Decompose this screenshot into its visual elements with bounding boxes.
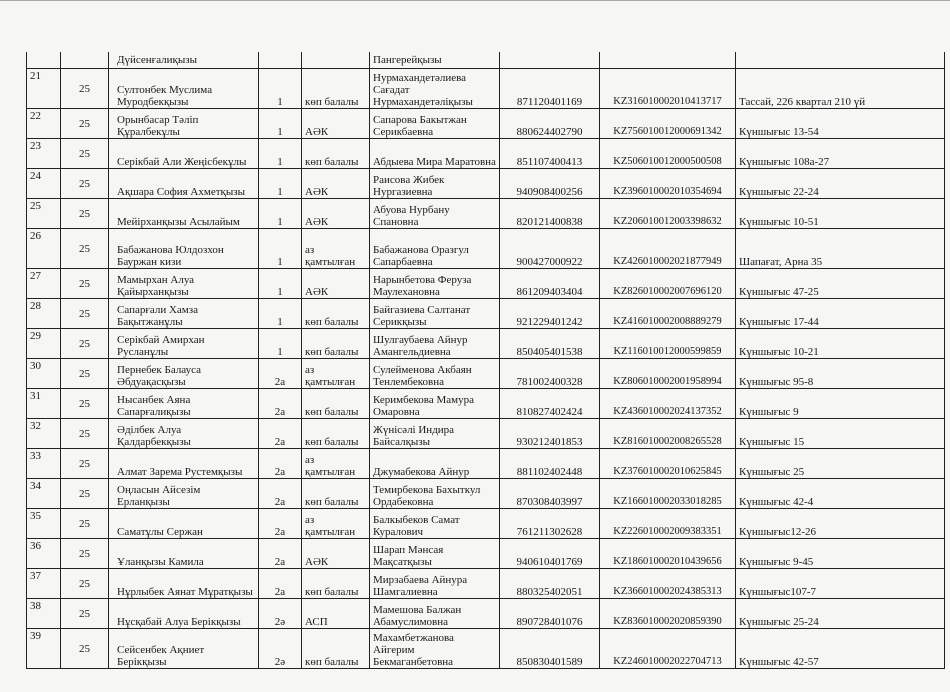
student-name: Алмат Зарема Рустемқызы (109, 449, 259, 479)
table-row (27, 419, 945, 449)
row-number: 31 (27, 389, 61, 419)
row-number: 22 (27, 109, 61, 139)
category: АӘК (302, 539, 370, 569)
student-name: Султонбек Муслима Муродбекқызы (109, 69, 259, 109)
iin-number: 930212401853 (500, 419, 600, 449)
row-number: 30 (27, 359, 61, 389)
student-name: Мейірханқызы Асылайым (109, 199, 259, 229)
table-row (27, 199, 945, 229)
table-row (27, 52, 945, 69)
category: аз қамтылған (302, 449, 370, 479)
account-number: KZ226010002009383351 (600, 509, 736, 539)
student-name: Дүйсенғалиқызы (109, 52, 259, 69)
iin-number: 850830401589 (500, 629, 600, 669)
student-name: Сапарғали Хамза Бақытжанұлы (109, 299, 259, 329)
beneficiary-table (26, 52, 945, 669)
account-number: KZ396010002010354694 (600, 169, 736, 199)
class-label: 1 (259, 329, 302, 359)
parent-name: Темирбекова Бахыткул Ордабековна (370, 479, 500, 509)
address: Күншығыс 17-44 (736, 299, 945, 329)
table-row (27, 389, 945, 419)
table-row (27, 539, 945, 569)
address: Күншығыс 25-24 (736, 599, 945, 629)
parent-name: Керимбекова Мамура Омаровна (370, 389, 500, 419)
parent-name: Нарынбетова Феруза Маулехановна (370, 269, 500, 299)
account-number: KZ366010002024385313 (600, 569, 736, 599)
school-number: 25 (61, 199, 109, 229)
address: Күншығыс 108а-27 (736, 139, 945, 169)
table-row (27, 329, 945, 359)
table-row (27, 509, 945, 539)
address: Шапағат, Арна 35 (736, 229, 945, 269)
row-number: 28 (27, 299, 61, 329)
school-number: 25 (61, 69, 109, 109)
student-name: Пернебек Балауса Әбдуақасқызы (109, 359, 259, 389)
student-name: Орынбасар Тәліп Құралбекұлы (109, 109, 259, 139)
school-number: 25 (61, 229, 109, 269)
parent-name: Раисова Жибек Нургазиевна (370, 169, 500, 199)
category: көп балалы (302, 569, 370, 599)
category: көп балалы (302, 139, 370, 169)
class-label: 2а (259, 419, 302, 449)
category: көп балалы (302, 389, 370, 419)
school-number: 25 (61, 449, 109, 479)
iin-number: 940908400256 (500, 169, 600, 199)
school-number: 25 (61, 569, 109, 599)
school-number: 25 (61, 629, 109, 669)
parent-name: Абдыева Мира Маратовна (370, 139, 500, 169)
parent-name: Джумабекова Айнур (370, 449, 500, 479)
table-row (27, 229, 945, 269)
iin-number: 921229401242 (500, 299, 600, 329)
student-name: Ұланқызы Камила (109, 539, 259, 569)
parent-name: Жүнісәлі Индира Байсалқызы (370, 419, 500, 449)
category: АӘК (302, 199, 370, 229)
account-number: KZ426010002021877949 (600, 229, 736, 269)
school-number: 25 (61, 599, 109, 629)
class-label: 2а (259, 359, 302, 389)
class-label: 1 (259, 269, 302, 299)
school-number: 25 (61, 299, 109, 329)
row-number: 37 (27, 569, 61, 599)
address: Күншығыс 47-25 (736, 269, 945, 299)
table-row (27, 599, 945, 629)
address: Күншығыс 95-8 (736, 359, 945, 389)
student-name: Нысанбек Аяна Сапарғалиқызы (109, 389, 259, 419)
class-label: 1 (259, 109, 302, 139)
iin-number: 850405401538 (500, 329, 600, 359)
student-name: Оңласын Айсезім Ерланқызы (109, 479, 259, 509)
class-label: 2а (259, 479, 302, 509)
class-label: 2а (259, 539, 302, 569)
address: Күншығыс 42-4 (736, 479, 945, 509)
row-number: 34 (27, 479, 61, 509)
category: көп балалы (302, 419, 370, 449)
class-label: 1 (259, 69, 302, 109)
student-name: Ақшара София Ахметқызы (109, 169, 259, 199)
school-number: 25 (61, 389, 109, 419)
account-number: KZ506010012000500508 (600, 139, 736, 169)
school-number: 25 (61, 109, 109, 139)
student-name: Әділбек Алуа Қалдарбекқызы (109, 419, 259, 449)
school-number: 25 (61, 329, 109, 359)
account-number: KZ116010012000599859 (600, 329, 736, 359)
row-number: 38 (27, 599, 61, 629)
iin-number: 890728401076 (500, 599, 600, 629)
category: көп балалы (302, 69, 370, 109)
row-number: 39 (27, 629, 61, 669)
table-row (27, 139, 945, 169)
iin-number: 940610401769 (500, 539, 600, 569)
address: Күншығыс 22-24 (736, 169, 945, 199)
table-row (27, 629, 945, 669)
row-number: 32 (27, 419, 61, 449)
iin-number: 871120401169 (500, 69, 600, 109)
parent-name: Сапарова Бакытжан Серикбаевна (370, 109, 500, 139)
class-label: 1 (259, 299, 302, 329)
parent-name: Шулгаубаева Айнур Амангельдиевна (370, 329, 500, 359)
category: АӘК (302, 109, 370, 139)
category: көп балалы (302, 629, 370, 669)
category: көп балалы (302, 479, 370, 509)
table-row (27, 269, 945, 299)
account-number: KZ316010002010413717 (600, 69, 736, 109)
iin-number: 781002400328 (500, 359, 600, 389)
category: аз қамтылған (302, 509, 370, 539)
address: Күншығыс 25 (736, 449, 945, 479)
school-number: 25 (61, 479, 109, 509)
iin-number: 880325402051 (500, 569, 600, 599)
class-label: 1 (259, 139, 302, 169)
parent-name: Балкыбеков Самат Куралович (370, 509, 500, 539)
student-name: Мамырхан Алуа Қайырханқызы (109, 269, 259, 299)
class-label: 2ә (259, 629, 302, 669)
address: Күншығыс12-26 (736, 509, 945, 539)
category: АСП (302, 599, 370, 629)
account-number: KZ806010002001958994 (600, 359, 736, 389)
school-number: 25 (61, 509, 109, 539)
student-name: Нұсқабай Алуа Берікқызы (109, 599, 259, 629)
address: Тассай, 226 квартал 210 үй (736, 69, 945, 109)
parent-name: Байгазиева Салтанат Серикқызы (370, 299, 500, 329)
table-row (27, 449, 945, 479)
parent-name: Абуова Нурбану Спановна (370, 199, 500, 229)
school-number: 25 (61, 269, 109, 299)
row-number: 25 (27, 199, 61, 229)
row-number: 24 (27, 169, 61, 199)
row-number: 36 (27, 539, 61, 569)
category: АӘК (302, 169, 370, 199)
scan-edge (0, 0, 950, 1)
address: Күншығыс107-7 (736, 569, 945, 599)
account-number: KZ186010002010439656 (600, 539, 736, 569)
category: көп балалы (302, 329, 370, 359)
account-number: KZ826010002007696120 (600, 269, 736, 299)
iin-number: 870308403997 (500, 479, 600, 509)
account-number: KZ836010002020859390 (600, 599, 736, 629)
school-number: 25 (61, 139, 109, 169)
parent-name: Мирзабаева Айнура Шамгалиевна (370, 569, 500, 599)
class-label: 1 (259, 169, 302, 199)
table-row (27, 109, 945, 139)
school-number: 25 (61, 169, 109, 199)
student-name: Серікбай Али Жеңісбекұлы (109, 139, 259, 169)
account-number: KZ416010002008889279 (600, 299, 736, 329)
table-row (27, 479, 945, 509)
table-row (27, 169, 945, 199)
class-label: 1 (259, 199, 302, 229)
student-name: Саматұлы Сержан (109, 509, 259, 539)
iin-number: 761211302628 (500, 509, 600, 539)
iin-number: 820121400838 (500, 199, 600, 229)
address: Күншығыс 10-51 (736, 199, 945, 229)
table-row (27, 69, 945, 109)
address: Күншығыс 42-57 (736, 629, 945, 669)
account-number: KZ816010002008265528 (600, 419, 736, 449)
table-row (27, 569, 945, 599)
account-number: KZ166010002033018285 (600, 479, 736, 509)
row-number: 27 (27, 269, 61, 299)
account-number: KZ376010002010625845 (600, 449, 736, 479)
table-row (27, 299, 945, 329)
iin-number: 861209403404 (500, 269, 600, 299)
parent-name: Шарап Мәнсая Мақсатқызы (370, 539, 500, 569)
account-number: KZ756010012000691342 (600, 109, 736, 139)
student-name: Нұрлыбек Аянат Мұратқызы (109, 569, 259, 599)
table-row (27, 359, 945, 389)
class-label: 2а (259, 389, 302, 419)
iin-number: 851107400413 (500, 139, 600, 169)
class-label: 2ә (259, 599, 302, 629)
account-number: KZ206010012003398632 (600, 199, 736, 229)
row-number: 21 (27, 69, 61, 109)
student-name: Бабажанова Юлдозхон Бауржан кизи (109, 229, 259, 269)
address: Күншығыс 9-45 (736, 539, 945, 569)
iin-number: 881102402448 (500, 449, 600, 479)
iin-number: 900427000922 (500, 229, 600, 269)
parent-name: Бабажанова Оразгул Сапарбаевна (370, 229, 500, 269)
category: аз қамтылған (302, 359, 370, 389)
iin-number: 810827402424 (500, 389, 600, 419)
address: Күншығыс 15 (736, 419, 945, 449)
class-label: 2а (259, 569, 302, 599)
row-number: 29 (27, 329, 61, 359)
row-number: 35 (27, 509, 61, 539)
parent-name: Сулеймeнова Акбаян Тенлембековна (370, 359, 500, 389)
address: Күншығыс 13-54 (736, 109, 945, 139)
row-number: 33 (27, 449, 61, 479)
address: Күншығыс 10-21 (736, 329, 945, 359)
class-label: 2а (259, 509, 302, 539)
address: Күншығыс 9 (736, 389, 945, 419)
parent-name: Пангерейқызы (370, 52, 500, 69)
account-number: KZ436010002024137352 (600, 389, 736, 419)
category: аз қамтылған (302, 229, 370, 269)
category: АӘК (302, 269, 370, 299)
school-number: 25 (61, 419, 109, 449)
school-number: 25 (61, 359, 109, 389)
parent-name: Мамешова Балжан Абамуслимовна (370, 599, 500, 629)
parent-name: Нурмахандетәлиева Сағадат Нурмахандетәліқызы (370, 69, 500, 109)
class-label: 1 (259, 229, 302, 269)
row-number: 26 (27, 229, 61, 269)
school-number: 25 (61, 539, 109, 569)
student-name: Серікбай Амирхан Русланұлы (109, 329, 259, 359)
student-name: Сейсенбек Ақниет Берікқызы (109, 629, 259, 669)
account-number: KZ246010002022704713 (600, 629, 736, 669)
parent-name: Махамбетжанова Айгерим Бекмаганбетовна (370, 629, 500, 669)
class-label: 2а (259, 449, 302, 479)
category: көп балалы (302, 299, 370, 329)
document-sheet (26, 52, 944, 669)
row-number: 23 (27, 139, 61, 169)
iin-number: 880624402790 (500, 109, 600, 139)
